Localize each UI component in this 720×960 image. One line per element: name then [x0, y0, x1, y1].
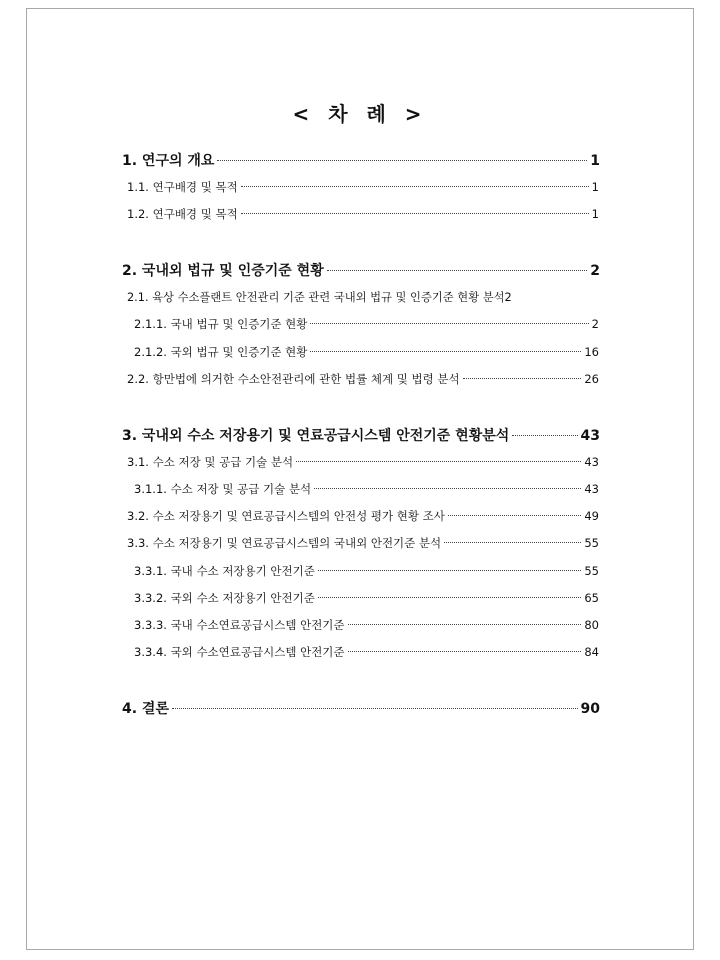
dot-leader	[310, 351, 581, 352]
toc-entry-page: 26	[584, 372, 599, 386]
dot-leader	[448, 515, 582, 516]
toc-entry-page: 2	[591, 317, 599, 331]
toc-entry[interactable]	[127, 179, 599, 195]
toc-entry[interactable]	[122, 425, 600, 445]
toc-entry[interactable]	[134, 563, 599, 579]
toc-entry[interactable]	[127, 289, 599, 305]
toc-entry-page: 65	[584, 591, 599, 605]
toc-entry-label: 2.1.1. 국내 법규 및 인증기준 현황	[134, 317, 308, 331]
toc-entry-page: 49	[584, 509, 599, 523]
toc-entry[interactable]	[127, 371, 599, 387]
dot-leader	[318, 597, 582, 598]
toc-entry-page: 80	[584, 618, 599, 632]
toc-title: < 차 례 >	[292, 102, 428, 126]
toc-entry-page: 16	[584, 345, 599, 359]
toc-entry-label: 2.1.2. 국외 법규 및 인증기준 현황	[134, 345, 308, 359]
toc-entry-label: 1. 연구의 개요	[122, 153, 215, 169]
dot-leader	[314, 488, 581, 489]
toc-entry-page: 1	[591, 207, 599, 221]
toc-entry-page: 2	[504, 291, 512, 304]
toc-entry-page: 2	[590, 263, 600, 279]
toc-entry[interactable]	[134, 316, 599, 332]
dot-leader	[296, 461, 581, 462]
toc-entry-page: 55	[584, 564, 599, 578]
dot-leader	[327, 270, 588, 271]
dot-leader	[217, 160, 587, 161]
toc-entry[interactable]	[127, 454, 599, 470]
toc-entry[interactable]	[127, 535, 599, 551]
toc-entry-page: 1	[591, 180, 599, 194]
toc-entry-label: 3.3.2. 국외 수소 저장용기 안전기준	[134, 591, 315, 605]
toc-entry-page: 43	[580, 428, 600, 444]
toc-entry[interactable]	[134, 617, 599, 633]
toc-entry-label: 3.3. 수소 저장용기 및 연료공급시스템의 국내외 안전기준 분석	[127, 536, 442, 550]
toc-entry-label: 3.3.1. 국내 수소 저장용기 안전기준	[134, 564, 315, 578]
dot-leader	[463, 378, 582, 379]
dot-leader	[348, 651, 582, 652]
dot-leader	[348, 624, 582, 625]
dot-leader	[241, 213, 589, 214]
toc-entry-label: 3.1. 수소 저장 및 공급 기술 분석	[127, 455, 294, 469]
toc-entry-page: 90	[580, 701, 600, 717]
toc-entry-label: 1.1. 연구배경 및 목적	[127, 180, 238, 194]
toc-entry[interactable]	[134, 481, 599, 497]
toc-entry-page: 84	[584, 645, 599, 659]
toc-entry[interactable]	[127, 206, 599, 222]
toc-entry-label: 1.2. 연구배경 및 목적	[127, 207, 238, 221]
toc-entry-page: 1	[590, 153, 600, 169]
toc-entry-page: 55	[584, 536, 599, 550]
dot-leader	[241, 186, 589, 187]
toc-entry-label: 4. 결론	[122, 701, 169, 717]
toc-entry-label: 3. 국내외 수소 저장용기 및 연료공급시스템 안전기준 현황분석	[122, 428, 510, 444]
toc-entry[interactable]	[122, 260, 600, 280]
toc-entry-label: 2.2. 항만법에 의거한 수소안전관리에 관한 법률 체계 및 법령 분석	[127, 372, 460, 386]
toc-entry[interactable]	[122, 150, 600, 170]
toc-entry[interactable]	[127, 508, 599, 524]
toc-entry-label: 3.1.1. 수소 저장 및 공급 기술 분석	[134, 482, 312, 496]
dot-leader	[512, 435, 577, 436]
dot-leader	[172, 708, 578, 709]
toc-entry-label: 3.2. 수소 저장용기 및 연료공급시스템의 안전성 평가 현황 조사	[127, 509, 445, 523]
toc-entry-page: 43	[584, 455, 599, 469]
dot-leader	[310, 323, 588, 324]
toc-entry-label: 2. 국내외 법규 및 인증기준 현황	[122, 263, 324, 279]
dot-leader	[318, 570, 582, 571]
toc-entry[interactable]	[134, 644, 599, 660]
toc-entry-page: 43	[584, 482, 599, 496]
toc-entry[interactable]	[122, 698, 600, 718]
toc-entry-label: 3.3.4. 국외 수소연료공급시스템 안전기준	[134, 645, 345, 659]
dot-leader	[444, 542, 581, 543]
toc-entry-label: 3.3.3. 국내 수소연료공급시스템 안전기준	[134, 618, 345, 632]
toc-entry-label: 2.1. 육상 수소플랜트 안전관리 기준 관련 국내외 법규 및 인증기준 현황 분석	[127, 291, 505, 304]
toc-entry[interactable]	[134, 590, 599, 606]
toc-entry[interactable]	[134, 344, 599, 360]
